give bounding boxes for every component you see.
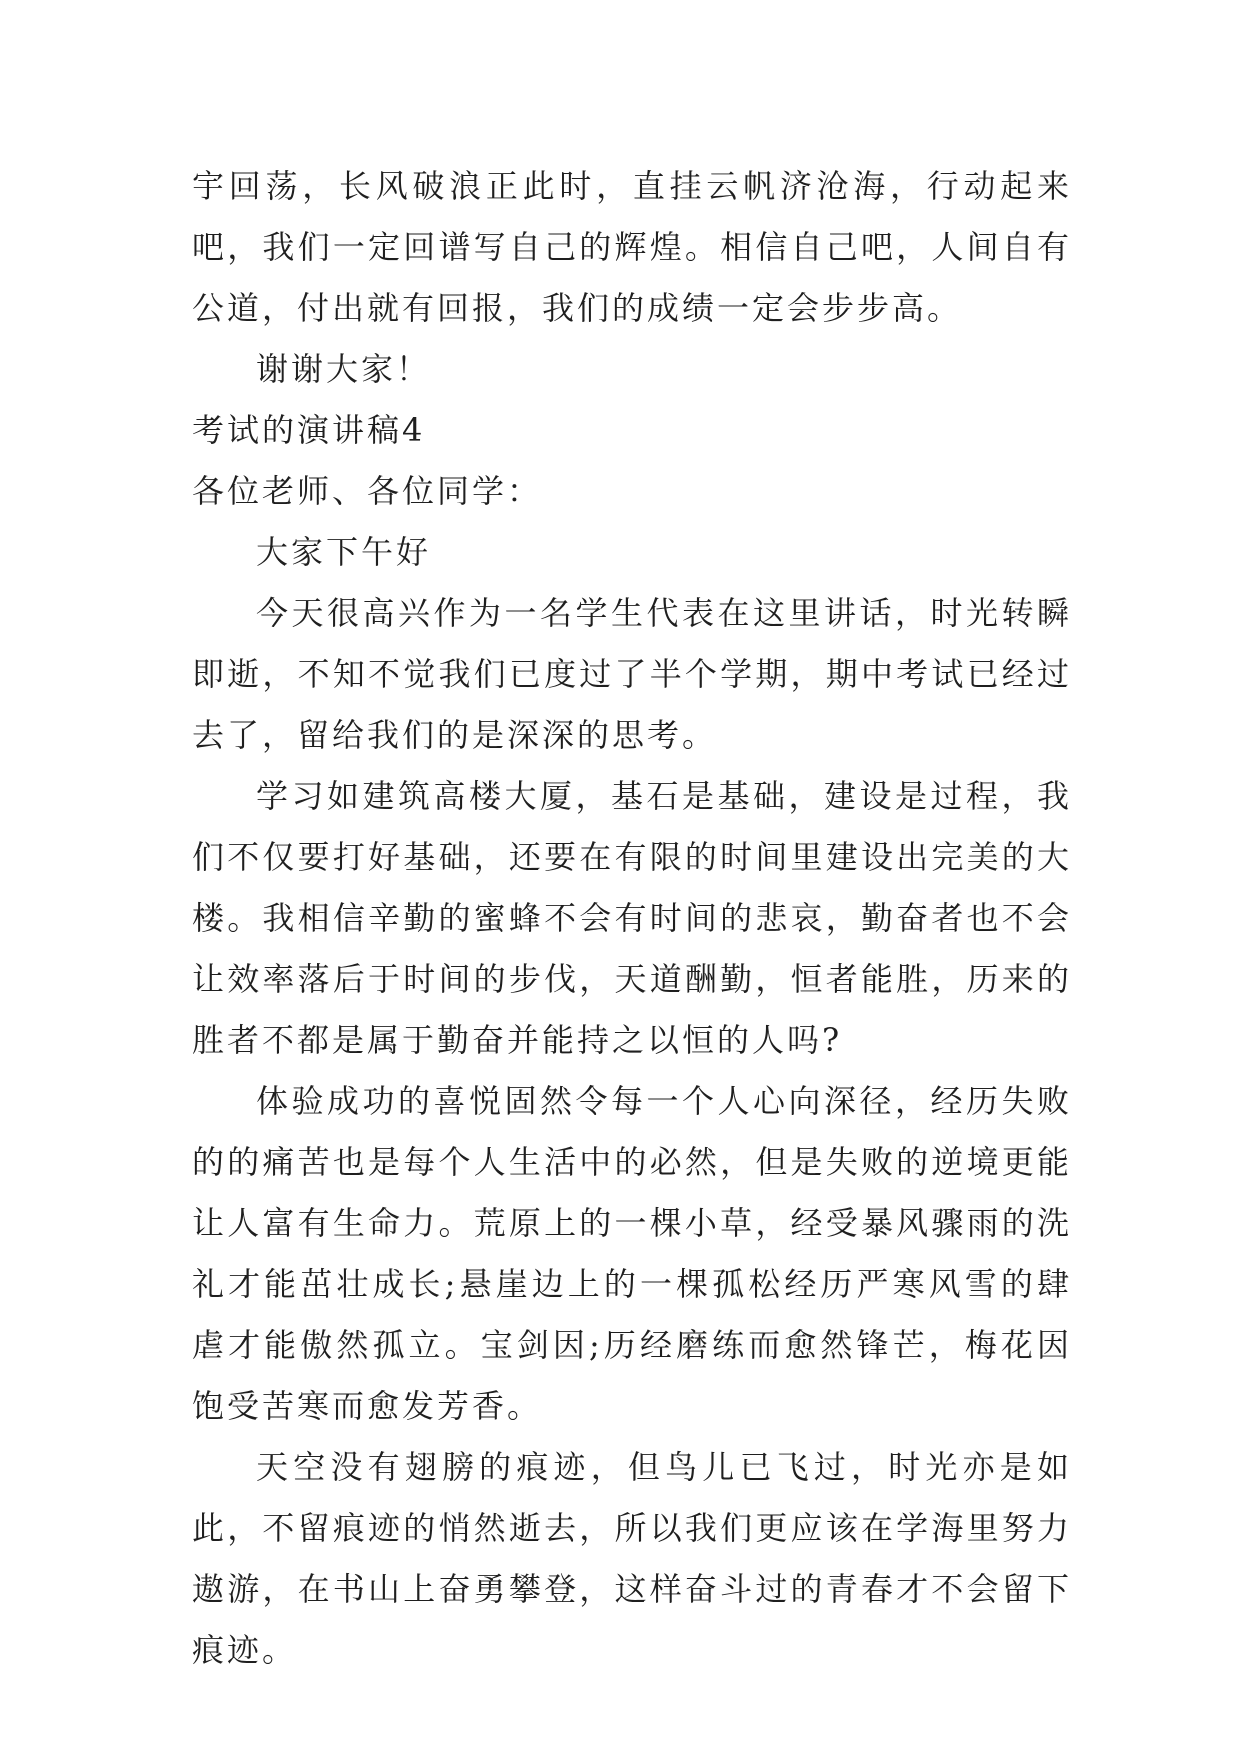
paragraph-continuation: 宇回荡，长风破浪正此时，直挂云帆济沧海，行动起来吧，我们一定回谱写自己的辉煌。相信自己吧，人间自有公道，付出就有回报，我们的成绩一定会步步高。: [192, 167, 1072, 327]
document-body: [192, 156, 1072, 1681]
paragraph-2: 学习如建筑高楼大厦，基石是基础，建设是过程，我们不仅要打好基础，还要在有限的时间里建设出完美的大楼。我相信辛勤的蜜蜂不会有时间的悲哀，勤奋者也不会让效率落后于时间的步伐，天道酬勤，恒者能胜，历来的胜者不都是属于勤奋并能持之以恒的人吗?: [192, 777, 1072, 1059]
paragraph-4: 天空没有翅膀的痕迹，但鸟儿已飞过，时光亦是如此，不留痕迹的悄然逝去，所以我们更应该在学海里努力遨游，在书山上奋勇攀登，这样奋斗过的青春才不会留下痕迹。: [192, 1448, 1072, 1669]
paragraph-3: 体验成功的喜悦固然令每一个人心向深径，经历失败的的痛苦也是每个人生活中的必然，但是失败的逆境更能让人富有生命力。荒原上的一棵小草，经受暴风骤雨的洗礼才能茁壮成长;悬崖边上的一棵孤松经历严寒风雪的肆虐才能傲然孤立。宝剑因;历经磨练而愈然锋芒，梅花因饱受苦寒而愈发芳香。: [192, 1082, 1072, 1425]
paragraph-thanks: 谢谢大家！: [256, 350, 432, 388]
salutation: 各位老师、各位同学：: [192, 472, 543, 510]
section-title: 考试的演讲稿4: [192, 411, 426, 449]
greeting: 大家下午好: [256, 533, 432, 571]
paragraph-1: 今天很高兴作为一名学生代表在这里讲话，时光转瞬即逝，不知不觉我们已度过了半个学期，期中考试已经过去了，留给我们的是深深的思考。: [192, 594, 1072, 754]
